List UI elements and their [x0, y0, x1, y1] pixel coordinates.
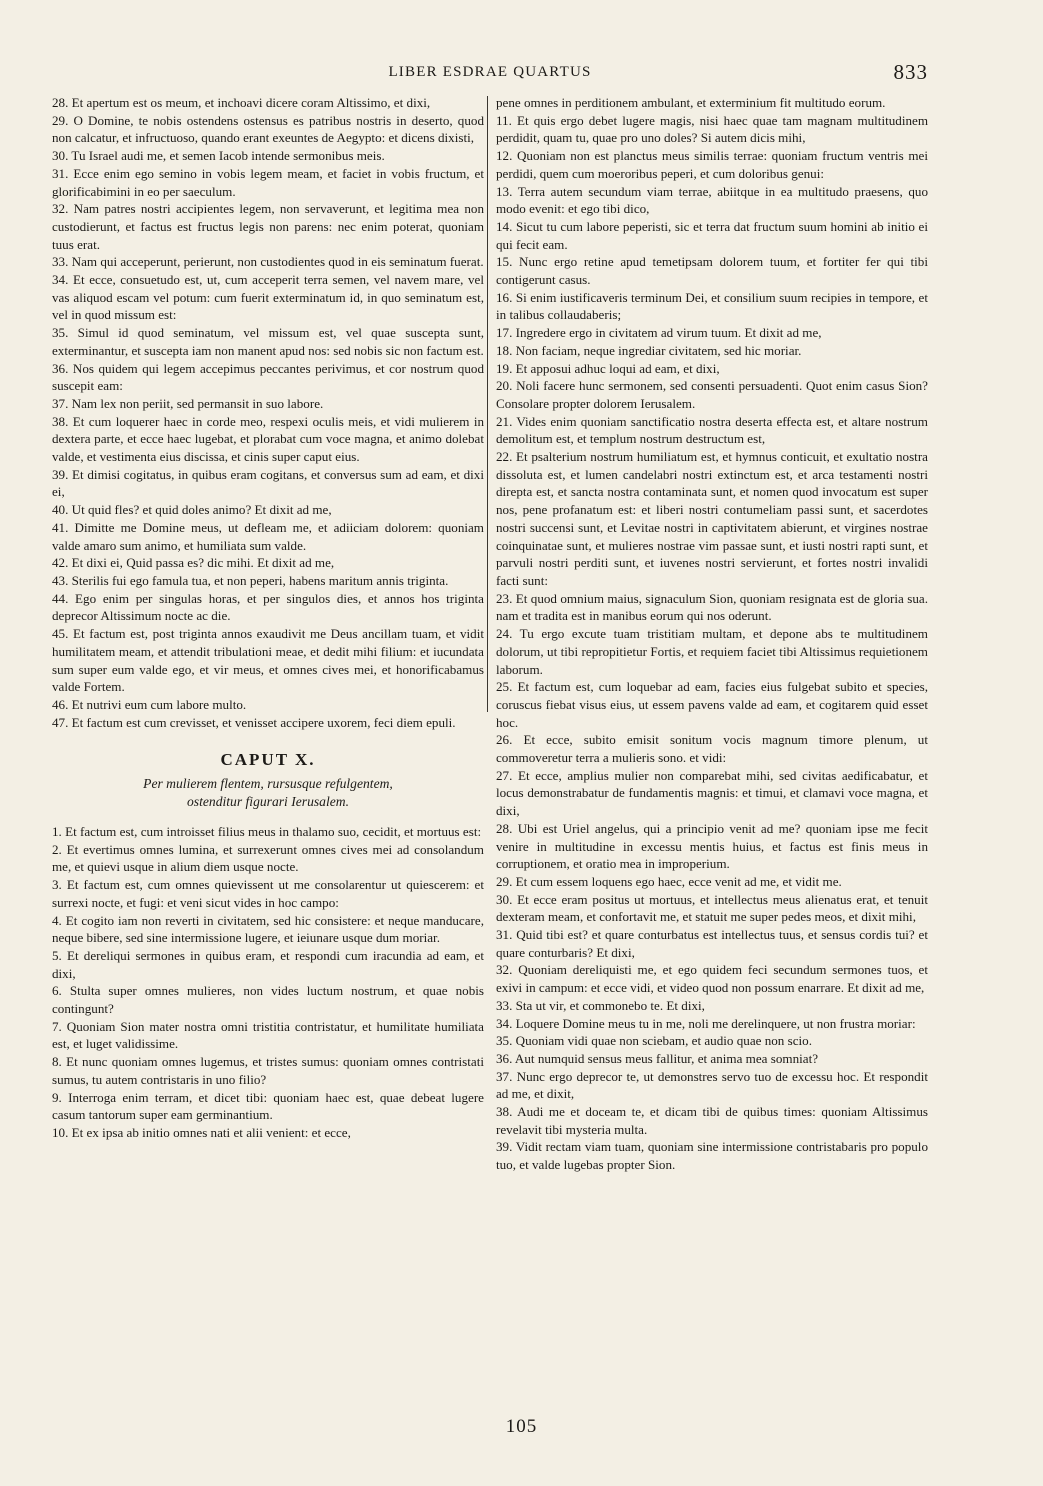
verse-paragraph: 28. Ubi est Uriel angelus, qui a principio venit ad me? quoniam ipse me fecit venire in multitudine in excessu mentis huius, et factus est finis meus in corruptionem, et oratio mea in improperium. [496, 820, 928, 872]
verse-paragraph: 41. Dimitte me Domine meus, ut defleam me, et adiiciam dolorem: quoniam valde amaro sum animo, et humiliata sum valde. [52, 519, 484, 553]
verse-paragraph: 34. Et ecce, consuetudo est, ut, cum acceperit terra semen, vel navem mare, vel vas aliquod escam vel potum: cum fuerit exterminatum id, in quo seminatum est, vel in quod missum est: [52, 272, 484, 323]
verse-paragraph: pene omnes in perditionem ambulant, et exterminium fit multitudo eorum. [496, 95, 886, 110]
verse-paragraph: 6. Stulta super omnes mulieres, non vides luctum nostrum, et quae nobis contingunt? [52, 983, 484, 1017]
verse-paragraph: 31. Ecce enim ego semino in vobis legem meam, et faciet in vobis fructum, et glorificabimini in eo per saeculum. [52, 165, 484, 199]
verse-paragraph: 9. Interroga enim terram, et dicet tibi: quoniam haec est, quae debeat lugere casum tantorum super eam germinantium. [52, 1089, 484, 1123]
verse-paragraph: 11. Et quis ergo debet lugere magis, nisi haec quae tam magnam multitudinem perdidit, quam tu, quae pro uno doles? Si autem dicis mihi, [496, 112, 928, 146]
verse-paragraph: 7. Quoniam Sion mater nostra omni tristitia contristatur, et humilitate humiliata est, et luget validissime. [52, 1018, 484, 1052]
verse-paragraph: 29. Et cum essem loquens ego haec, ecce venit ad me, et vidit me. [496, 873, 842, 889]
verse-paragraph: 27. Et ecce, amplius mulier non comparebat mihi, sed civitas aedificabatur, et locus demonstrabatur de fundamentis magnis: et timui, et clamavi voce magna, et dixi, [496, 767, 928, 819]
verse-paragraph: 36. Nos quidem qui legem accepimus peccantes perivimus, et cor nostrum quod suscepit eam: [52, 360, 484, 394]
verse-paragraph: 19. Et apposui adhuc loqui ad eam, et dixi, [496, 360, 720, 376]
left-verses-chapter-x [52, 823, 484, 1142]
running-title: LIBER ESDRAE QUARTUS [388, 64, 592, 80]
verse-paragraph: 20. Noli facere hunc sermonem, sed consenti persuadenti. Quot enim casus Sion? Consolare propter dolorem Ierusalem. [496, 378, 928, 411]
verse-paragraph: 18. Non faciam, neque ingrediar civitatem, sed hic moriar. [496, 342, 802, 358]
verse-paragraph: 37. Nunc ergo deprecor te, ut demonstres servo tuo de excessu hoc. Et respondit ad me, et dixit, [496, 1068, 928, 1102]
verse-paragraph: 33. Nam qui acceperunt, perierunt, non custodientes quod in eis seminatum fuerat. [52, 254, 484, 270]
page-number: 833 [893, 60, 928, 84]
verse-paragraph: 30. Tu Israel audi me, et semen Iacob intende sermonibus meis. [52, 148, 385, 164]
verse-paragraph: 47. Et factum est cum crevisset, et venisset accipere uxorem, feci diem epuli. [52, 714, 456, 730]
verse-paragraph: 45. Et factum est, post triginta annos exaudivit me Deus ancillam tuam, et vidit humilitatem meam, et attendit tribulationi meae, et dedit mihi filium: et iucundata sum super eum valde ego, et vir meus, et omnes cives mei, et honorificabamus valde Fortem. [52, 626, 484, 695]
verse-paragraph: 26. Et ecce, subito emisit sonitum vocis magnum timore plenum, ut commoveretur terra a mulieris sono. et vidi: [496, 732, 928, 766]
verse-paragraph: 34. Loquere Domine meus tu in me, noli me derelinquere, ut non frustra moriar: [496, 1015, 916, 1031]
chapter-summary [52, 775, 484, 811]
verse-paragraph: 14. Sicut tu cum labore peperisti, sic et terra dat fructum suum homini ab initio ei qui fecit eam. [496, 218, 928, 252]
verse-paragraph: 4. Et cogito iam non reverti in civitatem, sed hic consistere: et neque manducare, neque bibere, sed sine intermissione lugere, et ieiunare usque dum moriar. [52, 912, 484, 946]
verse-paragraph: 36. Aut numquid sensus meus fallitur, et anima mea somniat? [496, 1050, 819, 1066]
column-divider [487, 96, 488, 712]
verse-paragraph: 10. Et ex ipsa ab initio omnes nati et alii venient: et ecce, [52, 1124, 351, 1140]
verse-paragraph: 2. Et evertimus omnes lumina, et surrexerunt omnes cives mei ad consolandum me, et quievi usque in alium diem usque nocte. [52, 841, 484, 875]
right-verses [496, 94, 928, 1174]
verse-paragraph: 38. Et cum loquerer haec in corde meo, respexi oculis meis, et vidi mulierem in dextera parte, et ecce haec lugebat, et plorabat cum voce magna, et animo dolebat valde, et vestimenta eius discissa, et cinis super caput eius. [52, 413, 484, 465]
verse-paragraph: 16. Si enim iustificaveris terminum Dei, et consilium suum recipies in tempore, et in talibus collaudaberis; [496, 289, 928, 323]
verse-paragraph: 39. Et dimisi cogitatus, in quibus eram cogitans, et conversus sum ad eam, et dixi ei, [52, 466, 484, 500]
verse-paragraph: 39. Vidit rectam viam tuam, quoniam sine intermissione contristabaris pro populo tuo, et valde lugebas propter Sion. [496, 1139, 928, 1173]
verse-paragraph: 33. Sta ut vir, et commonebo te. Et dixi, [496, 997, 705, 1013]
verse-paragraph: 46. Et nutrivi eum cum labore multo. [52, 696, 247, 712]
signature-mark: 105 [505, 1416, 538, 1437]
left-column [52, 94, 484, 1142]
running-head [52, 60, 928, 86]
left-verses-chapter-ix [52, 94, 484, 731]
verse-paragraph: 28. Et apertum est os meum, et inchoavi dicere coram Altissimo, et dixi, [52, 95, 431, 110]
verse-paragraph: 21. Vides enim quoniam sanctificatio nostra deserta effecta est, et altare nostrum demolitum est, et templum nostrum destructum est, [496, 413, 928, 447]
verse-paragraph: 3. Et factum est, cum omnes quievissent ut me consolarentur ut quiescerem: et surrexi nocte, et fugi: et veni sicut vides in hoc campo: [52, 877, 484, 910]
chapter-title: CAPUT X. [220, 750, 316, 770]
verse-paragraph: 35. Quoniam vidi quae non sciebam, et audio quae non scio. [496, 1033, 812, 1049]
verse-paragraph: 13. Terra autem secundum viam terrae, abiitque in ea multitudo praesens, quo modo evenit: et ego tibi dico, [496, 183, 928, 217]
verse-paragraph: 25. Et factum est, cum loquebar ad eam, facies eius fulgebat subito et species, coruscus fiebat visus eius, ut essem pavens valde ad eam, et cogitarem quid esset hoc. [496, 679, 928, 730]
verse-paragraph: 23. Et quod omnium maius, signaculum Sion, quoniam resignata est de gloria sua. nam et tradita est in manibus eorum qui nos oderunt. [496, 590, 928, 624]
verse-paragraph: 38. Audi me et doceam te, et dicam tibi de quibus times: quoniam Altissimus revelavit tibi mysteria multa. [496, 1104, 928, 1137]
verse-paragraph: 32. Nam patres nostri accipientes legem, non servaverunt, et legitima mea non custodierunt, et factus est fructus legis non parens: nec enim poterat, quoniam tuus erat. [52, 201, 484, 252]
verse-paragraph: 30. Et ecce eram positus ut mortuus, et intellectus meus alienatus erat, et tenuit dexteram meam, et confortavit me, et statuit me super pedes meos, et dixit mihi, [496, 891, 928, 925]
verse-paragraph: 8. Et nunc quoniam omnes lugemus, et tristes sumus: quoniam omnes contristati sumus, tu autem contristaris in uno filio? [52, 1054, 484, 1087]
verse-paragraph: 12. Quoniam non est planctus meus similis terrae: quoniam fructum ventris mei perdidi, quem cum moeroribus peperi, et cum doloribus genui: [496, 148, 928, 181]
right-column [496, 94, 928, 1174]
verse-paragraph: 24. Tu ergo excute tuam tristitiam multam, et depone abs te multitudinem dolorum, ut tibi repropitietur Fortis, et requiem faciet tibi Altissimus requietionem laborum. [496, 626, 928, 677]
verse-paragraph: 15. Nunc ergo retine apud temetipsam dolorem tuum, et fortiter fer qui tibi contigerunt casus. [496, 254, 928, 288]
verse-paragraph: 42. Et dixi ei, Quid passa es? dic mihi. Et dixit ad me, [52, 555, 335, 571]
chapter-summary-line: ostenditur figurari Ierusalem. [187, 794, 349, 810]
verse-paragraph: 32. Quoniam dereliquisti me, et ego quidem feci secundum sermones tuos, et exivi in campum: et ecce vidi, et video quod non possum enarrare. Et dixit ad me, [496, 962, 928, 996]
verse-paragraph: 35. Simul id quod seminatum, vel missum est, vel quae suscepta sunt, exterminantur, et suscepta iam non manent apud nos: sed nobis sic non factum est. [52, 325, 484, 358]
verse-paragraph: 40. Ut quid fles? et quid doles animo? Et dixit ad me, [52, 502, 332, 518]
verse-paragraph: 43. Sterilis fui ego famula tua, et non peperi, habens maritum annis triginta. [52, 572, 449, 588]
verse-paragraph: 17. Ingredere ergo in civitatem ad virum tuum. Et dixit ad me, [496, 325, 822, 341]
verse-paragraph: 5. Et dereliqui sermones in quibus eram, et respondi cum iracundia ad eam, et dixi, [52, 947, 484, 981]
verse-paragraph: 22. Et psalterium nostrum humiliatum est, et hymnus conticuit, et exultatio nostra dissoluta est, et lumen candelabri nostri extinctum est, et arca testamenti nostri direpta est, et sancta nostra contaminata sunt, et nomen quod invocatum est super nos, pene profanatum est: et liberi nostri contumeliam passi sunt, et sacerdotes nostri succensi sunt, et Levitae nostri in captivitatem abierunt, et virgines nostrae coinquinatae sunt, et mulieres nostrae vim passae sunt, et iusti nostri rapti sunt, et parvuli nostri perditi sunt, et iuvenes nostri servierunt, et fortes nostri invalidi facti sunt: [496, 449, 928, 588]
verse-paragraph: 44. Ego enim per singulas horas, et per singulos dies, et annos hos triginta deprecor Altissimum nocte ac die. [52, 590, 484, 624]
chapter-summary-line: Per mulierem flentem, rursusque refulgentem, [143, 776, 393, 792]
verse-paragraph: 37. Nam lex non periit, sed permansit in suo labore. [52, 395, 324, 411]
verse-paragraph: 29. O Domine, te nobis ostendens ostensus es patribus nostris in deserto, quod non calcatur, et infructuoso, quando erant exeuntes de Aegypto: et dicens dixisti, [52, 112, 484, 146]
verse-paragraph: 31. Quid tibi est? et quare conturbatus est intellectus tuus, et sensus cordis tui? et quare conturbaris? Et dixi, [496, 927, 928, 960]
verse-paragraph: 1. Et factum est, cum introisset filius meus in thalamo suo, cecidit, et mortuus est: [52, 824, 482, 840]
